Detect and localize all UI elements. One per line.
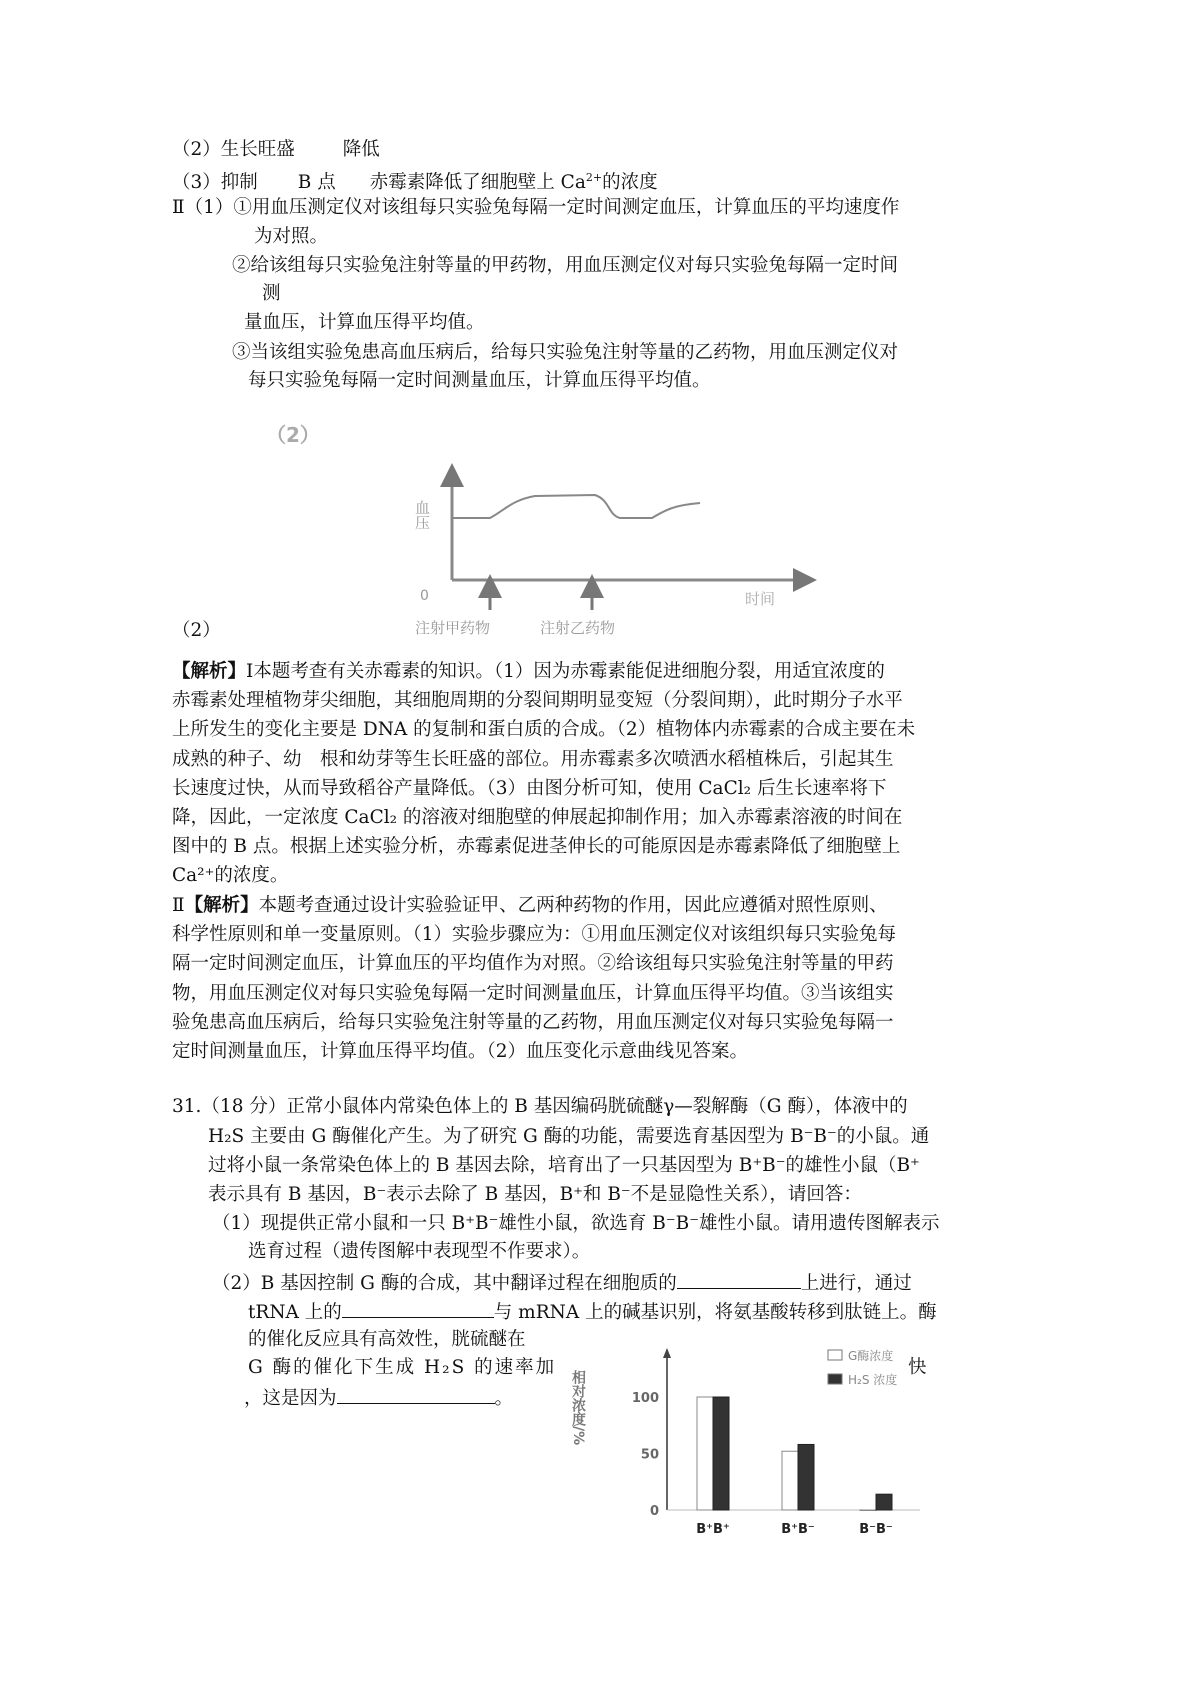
arrow-label-drug-a: 注射甲药物 (415, 619, 491, 637)
question-text: （2）B 基因控制 G 酶的合成，其中翻译过程在细胞质的 (212, 1273, 677, 1294)
answer-text: 抑制 (220, 172, 258, 194)
answer-text: 赤霉素降低了细胞壁上 Ca (369, 172, 586, 194)
figure-title: （2） (266, 423, 320, 447)
analysis-text: Ca²⁺的浓度。 (172, 865, 289, 887)
legend-swatch (828, 1350, 842, 1360)
x-tick-label: B⁺B⁻ (781, 1522, 815, 1537)
question-text: 的催化反应具有高效性，胱硫醚在 (248, 1329, 526, 1350)
analysis-text: 隔一定时间测定血压，计算血压的平均值作为对照。②给该组每只实验兔注射等量的甲药 (172, 953, 894, 975)
analysis-text: 科学性原则和单一变量原则。（1）实验步骤应为：①用血压测定仪对该组织每只实验兔每 (172, 924, 897, 946)
answer-text: 降低 (342, 139, 380, 160)
answer-blank[interactable] (677, 1270, 801, 1289)
analysis-line (172, 1011, 894, 1035)
question-2-line (244, 1385, 513, 1411)
answer-text: B 点 (297, 172, 336, 194)
part-label: （2） (172, 620, 221, 641)
arrow-label-drug-b: 注射乙药物 (540, 619, 616, 637)
answer-2 (172, 138, 380, 162)
y-tick-label: 0 (649, 1504, 659, 1519)
analysis-text: 降，因此，一定浓度 CaCl₂ 的溶液对细胞壁的伸展起抑制作用；加入赤霉素溶液的时间在 (172, 807, 903, 828)
question-text: 31.（18 分）正常小鼠体内常染色体上的 B 基因编码胱硫醚γ—裂解酶（G 酶），体液中的 (172, 1096, 908, 1117)
analysis-line (172, 748, 894, 772)
y-axis-label: 相对浓度/% (570, 1370, 586, 1446)
question-text: 过将小鼠一条常染色体上的 B 基因去除，培育出了一只基因型为 B⁺B⁻的雄性小鼠（B⁺ (208, 1155, 920, 1176)
legend-label: H₂S 浓度 (848, 1373, 898, 1387)
arrow-up-icon (663, 1348, 671, 1358)
bar-g-enzyme (697, 1397, 713, 1510)
answer-blank[interactable] (337, 1385, 495, 1404)
answer-text: 的浓度 (602, 172, 658, 194)
answer-text: 生长旺盛 (220, 139, 295, 160)
bar-h2s (876, 1494, 892, 1510)
question-text: 快 (908, 1357, 927, 1378)
analysis-text: 图中的 B 点。根据上述实验分析，赤霉素促进茎伸长的可能原因是赤霉素降低了细胞壁上 (172, 836, 901, 858)
analysis-line (172, 982, 894, 1006)
answer-text: 测 (262, 283, 281, 304)
blood-pressure-curve (453, 495, 700, 518)
question-text: H₂S 主要由 G 酶催化产生。为了研究 G 酶的功能，需要选育基因型为 B⁻B⁻的小鼠。通 (208, 1126, 930, 1147)
y-tick-label: 50 (640, 1447, 659, 1463)
question-text: ，这是因为 (244, 1388, 337, 1409)
answer-II-1 (172, 196, 899, 220)
answer-text: ③当该组实验兔患高血压病后，给每只实验兔注射等量的乙药物，用血压测定仪对 (232, 342, 899, 363)
question-text: （1）现提供正常小鼠和一只 B⁺B⁻雄性小鼠，欲选育 B⁻B⁻雄性小鼠。请用遗传图解表示 (212, 1213, 940, 1234)
analysis-tag: 【解析】 (184, 895, 259, 916)
analysis-text: 赤霉素处理植物芽尖细胞，其细胞周期的分裂间期明显变短（分裂间期），此时期分子水平 (172, 690, 903, 712)
analysis-line (172, 806, 902, 830)
y-axis-label: 血压 (413, 500, 431, 530)
enzyme-bar-chart (560, 1330, 940, 1550)
question-2-line (212, 1270, 912, 1296)
question-2-line (248, 1299, 937, 1325)
bar-g-enzyme (782, 1451, 798, 1510)
question-text: 上进行，通过 (800, 1273, 912, 1294)
analysis-line (172, 1040, 748, 1064)
analysis-text: Ⅰ本题考查有关赤霉素的知识。（1）因为赤霉素能促进细胞分裂，用适宜浓度的 (246, 661, 885, 682)
x-tick-label: B⁻B⁻ (859, 1522, 893, 1537)
analysis-text: 验兔患高血压病后，给每只实验兔注射等量的乙药物，用血压测定仪对每只实验兔每隔一 (172, 1011, 894, 1033)
bar-g-enzyme (860, 1510, 876, 1511)
answer-text: 为对照。 (254, 226, 329, 247)
question-text: 。 (494, 1388, 514, 1409)
analysis-line (172, 835, 900, 859)
analysis-text: 物，用血压测定仪对每只实验兔每隔一定时间测量血压，计算血压得平均值。③当该组实 (172, 982, 894, 1004)
analysis-line (172, 894, 888, 918)
superscript: 2+ (585, 171, 603, 184)
bar-h2s (798, 1444, 814, 1510)
bar-h2s (713, 1397, 729, 1510)
answer-text: ①用血压测定仪对该组每只实验兔每隔一定时间测定血压，计算血压的平均速度作 (233, 197, 900, 218)
blood-pressure-chart (250, 410, 830, 650)
origin-label: 0 (420, 588, 429, 604)
analysis-line (172, 777, 886, 801)
question-text: 与 mRNA 上的碱基识别，将氨基酸转移到肽链上。酶 (493, 1302, 937, 1323)
question-text: 表示具有 B 基因，B⁻表示去除了 B 基因，B⁺和 B⁻不是显隐性关系），请回答： (208, 1184, 862, 1205)
answer-3 (172, 166, 658, 195)
answer-num: Ⅱ（1） (172, 197, 234, 218)
x-axis-label: 时间 (745, 590, 776, 608)
analysis-line (172, 864, 288, 888)
answer-blank[interactable] (342, 1299, 494, 1318)
answer-text: 量血压，计算血压得平均值。 (244, 312, 485, 333)
analysis-tag: 【解析】 (172, 661, 247, 682)
answer-num: （3） (172, 172, 221, 194)
legend-swatch (828, 1374, 842, 1384)
answer-num: （2） (172, 139, 221, 160)
question-text: tRNA 上的 (248, 1302, 342, 1323)
analysis-line (172, 952, 894, 976)
analysis-text: 定时间测量血压，计算血压得平均值。（2）血压变化示意曲线见答案。 (172, 1041, 749, 1062)
analysis-text: 成熟的种子、幼 根和幼芽等生长旺盛的部位。用赤霉素多次喷洒水稻植株后，引起其生 (172, 748, 894, 770)
y-tick-label: 100 (631, 1391, 659, 1406)
analysis-text: 上所发生的变化主要是 DNA 的复制和蛋白质的合成。（2）植物体内赤霉素的合成主要在未 (172, 719, 916, 741)
analysis-line (172, 923, 896, 947)
answer-text: 每只实验兔每隔一定时间测量血压，计算血压得平均值。 (248, 370, 711, 391)
section-prefix: Ⅱ (172, 895, 185, 916)
question-text: G 酶的催化下生成 H₂S 的速率加 (248, 1357, 557, 1378)
analysis-text: 本题考查通过设计实验验证甲、乙两种药物的作用，因此应遵循对照性原则、 (258, 895, 888, 916)
question-text: 选育过程（遗传图解中表现型不作要求）。 (248, 1241, 591, 1262)
x-tick-label: B⁺B⁺ (696, 1522, 730, 1537)
analysis-line (172, 660, 885, 684)
legend-label: G酶浓度 (848, 1349, 894, 1363)
analysis-text: 长速度过快，从而导致稻谷产量降低。（3）由图分析可知，使用 CaCl₂ 后生长速率将下 (172, 777, 887, 799)
analysis-line (172, 689, 903, 713)
answer-text: ②给该组每只实验兔注射等量的甲药物，用血压测定仪对每只实验兔每隔一定时间 (232, 255, 899, 276)
analysis-line (172, 718, 915, 742)
